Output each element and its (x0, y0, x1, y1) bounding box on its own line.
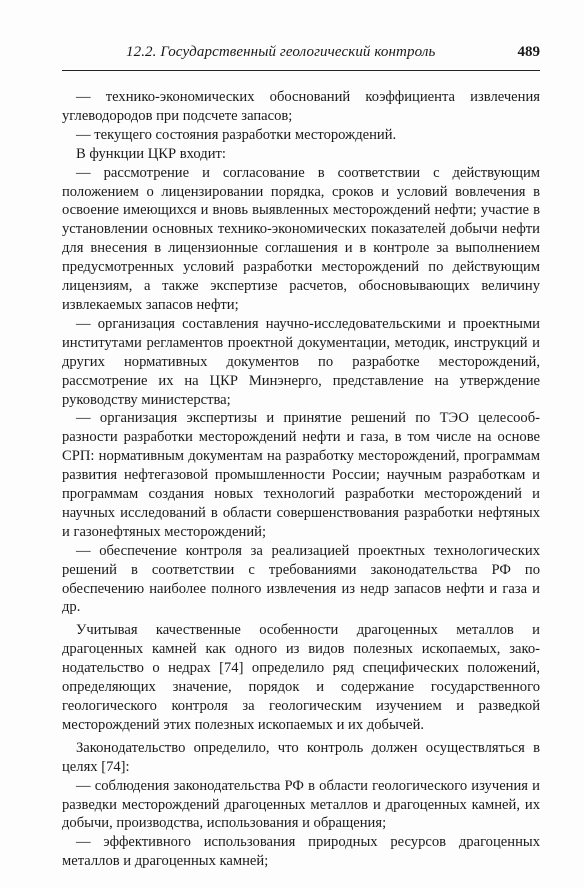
paragraph: — организация экспертизы и принятие решений по ТЭО целесообразности разработки месторождений нефти и газа, в том числе на основе СРП: нормативным документам на разработку месторождений, программам развития нефтегазовой промышленности России; научным разработкам и программам создания новых технологий разработки месторождений и научных исследований в области совершенствования разработки нефтяных и газонефтяных месторождений; (62, 410, 540, 540)
paragraph: Учитывая качественные особенности драгоценных металлов и драгоценных камней как одного из видов полезных ископаемых, законодательство о недрах [74] определило ряд специфических положений, определяющих значение, порядок и содержание государственного геологического контроля за геологическим изучением и разведкой месторождений этих полезных ископаемых и их добычей. (62, 622, 540, 733)
paragraph: — рассмотрение и согласование в соответствии с действующим положением о лицензировании порядка, сроков и условий вовлечения в освоение имеющихся и вновь выявленных месторождений нефти; участие в установлении основных технико-экономических показателей добычи нефти для внесения в лицензионные соглашения и в контроле за выполнением предусмотренных условий разработки месторождений по действующим лицензиям, а также экспертизе расчетов, обосновывающих величину извлекаемых запасов нефти; (62, 164, 540, 313)
paragraph: — технико-экономических обоснований коэффициента извлечения углеводородов при подсчете запасов; (62, 89, 540, 124)
running-header (62, 44, 540, 68)
header-rule (62, 70, 540, 71)
page-number: 489 (517, 44, 540, 60)
paragraph: — организация составления научно-исследовательскими и проектными институтами регламентов проектной документации, методик, инструкций и других нормативных документов по разработке месторождений, рассмотрение их на ЦКР Минэнерго, представление на утверждение руководству министерства; (62, 315, 540, 408)
running-header-title: 12.2. Государственный геологический контроль (126, 44, 436, 60)
paragraph: — обеспечение контроля за реализацией проектных технологических решений в соответствии с требованиями законодательства РФ по обеспечению наиболее полного извлечения из недр запасов нефти и газа и др. (62, 542, 540, 616)
paragraph: — текущего состояния разработки месторождений. (76, 126, 397, 143)
paragraph: — эффективного использования природных ресурсов драгоценных металлов и драгоценных камней; (62, 834, 540, 870)
body-text (62, 88, 540, 871)
paragraph: Законодательство определило, что контроль должен осуществляться в целях [74]: (62, 739, 540, 775)
paragraph: — соблюдения законодательства РФ в области геологического изучения и разведки месторождений драгоценных металлов и драгоценных камней, их добычи, производства, использования и обращения; (62, 777, 540, 832)
paragraph: В функции ЦКР входит: (76, 145, 226, 162)
